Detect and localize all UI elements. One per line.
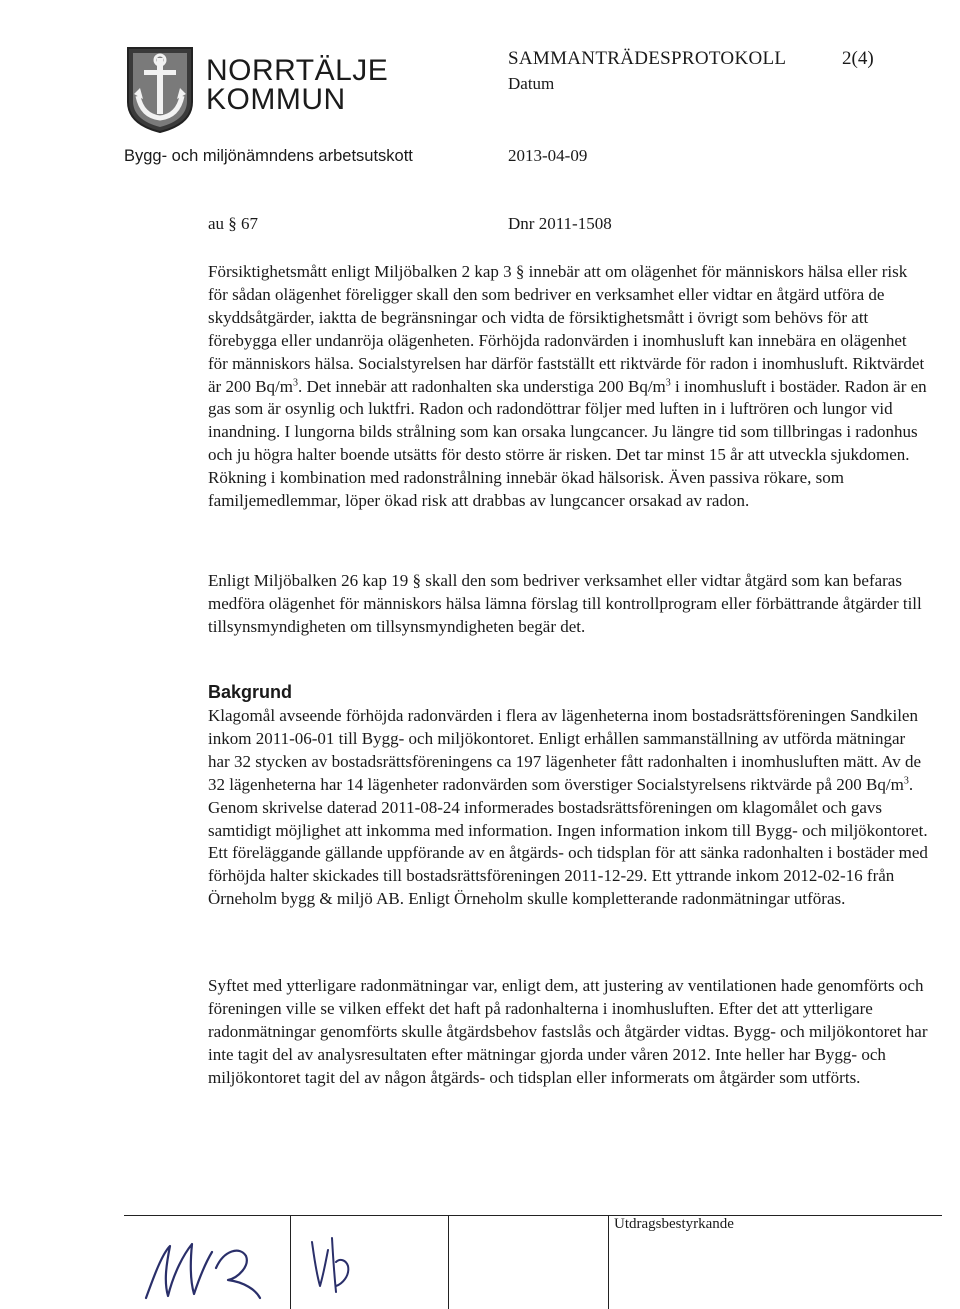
superscript-3: 3 [665, 376, 671, 388]
initials-icon [306, 1232, 356, 1303]
meeting-date: 2013-04-09 [508, 146, 588, 165]
section-heading-background: Bakgrund [208, 682, 293, 702]
certification-label: Utdragsbestyrkande [614, 1216, 734, 1232]
footer-divider [290, 1215, 291, 1309]
p1-text-a: Försiktighetsmått enligt Miljöbalken 2 kap 3 § innebär att om olägenhet för människors hälsa eller risk för sådan olägenhet föreligger skall den som bedriver en verksamhet eller vidtar en åtgärd utföra de skyddsåtgärder, iaktta de begränsningar och vidta de försiktighetsmått i övrigt som behövs för att förebygga eller undanröja olägenheten. Förhöjda radonvärden i inomhusluft kan innebära en olägenhet för människors hälsa. Socialstyrelsen har därför fastställt ett riktvärde för radon i inomhusluft. Riktvärdet är 200 Bq/m [208, 262, 925, 396]
municipality-name-line2: KOMMUN [206, 83, 346, 116]
p1-text-b: . Det innebär att radonhalten ska understiga 200 Bq/m [298, 376, 666, 396]
document-type: SAMMANTRÄDESPROTOKOLL [508, 48, 787, 69]
footer-rule [124, 1215, 942, 1216]
paragraph-control-program [208, 570, 930, 639]
municipality-name [206, 56, 388, 114]
paragraph-legal-basis [208, 261, 930, 513]
paragraph-number: au § 67 [208, 214, 259, 233]
committee-name: Bygg- och miljönämndens arbetsutskott [124, 147, 413, 165]
footer-divider [608, 1215, 609, 1309]
p3-text-b: . Genom skrivelse daterad 2011-08-24 informerades bostadsrättsföreningen om klagomålet och gavs samtidigt möjlighet att inkomma med information. Ingen information inkom till Bygg- och miljökontoret. Ett föreläggande gällande uppförande av en åtgärds- och tidsplan för att sänka radonhalten i bostäder med förhöjda halter skickades till bostadsrättsföreningen 2011-12-29. Ett yttrande inkom 2012-02-16 från Örneholm bygg & miljö AB. Enligt Örneholm skulle kompletterande radonmätningar utföras. [208, 774, 928, 909]
p4-text: Syftet med ytterligare radonmätningar var, enligt dem, att justering av ventilationen hade genomförts och föreningen ville se vilken effekt det haft på radonhalterna i inomhusluften. Efter det att ytterligare radonmätningar genomförts skulle åtgärdsbehov fastslås och åtgärder vidtas. Bygg- och miljökontoret har inte tagit del av analysresultaten efter mätningar gjorda under våren 2012. Inte heller har Bygg- och miljökontoret tagit del av någon åtgärds- och tidsplan eller informerats om åtgärder som utförts. [208, 976, 928, 1087]
p1-text-c: i inomhusluft i bostäder. Radon är en gas som är osynlig och luktfri. Radon och radondöttrar följer med luften in i luftrören och lungor vid inandning. I lungorna bilds strålning som kan orsaka lungcancer. Ju längre tid som tillbringas i radonhus och ju högra halter boende utsätts för desto större är risken. Det tar minst 15 år att utveckla sjukdomen. Rökning i kombination med radonstrålning innebär ökad hälsorisk. Även passiva rökare, som familjemedlemmar, löper ökad risk att drabbas av lungcancer orsakad av radon. [208, 376, 927, 511]
p3-text-a: Klagomål avseende förhöjda radonvärden i flera av lägenheterna inom bostadsrättsföreningen Sandkilen inkom 2011-06-01 till Bygg- och miljökontoret. Enligt erhållen sammanställning av utförda mätningar har 32 stycken av bostadsrättsföreningens ca 197 lägenheter fått radonhalten i inomhusluften mätt. Av de 32 lägenheterna har 14 lägenheter radonvärden som överstiger Socialstyrelsens riktvärde på 200 Bq/m [208, 706, 922, 794]
footer-divider [448, 1215, 449, 1309]
date-label: Datum [508, 74, 555, 93]
page-number: 2(4) [842, 48, 874, 69]
signature-icon [140, 1232, 270, 1309]
municipality-name-line1: NORRTÄLJE [206, 54, 389, 87]
municipality-logo-icon [124, 44, 196, 134]
paragraph-purpose [208, 975, 930, 1090]
case-number: Dnr 2011-1508 [508, 214, 612, 233]
superscript-3: 3 [903, 775, 909, 787]
superscript-3: 3 [293, 376, 298, 388]
paragraph-background [208, 705, 930, 911]
p2-text: Enligt Miljöbalken 26 kap 19 § skall den som bedriver verksamhet eller vidtar åtgärd som kan befaras medföra olägenhet för människors hälsa lämna förslag till kontrollprogram eller förbättrande åtgärder till tillsynsmyndigheten om tillsynsmyndigheten begär det. [208, 571, 922, 636]
